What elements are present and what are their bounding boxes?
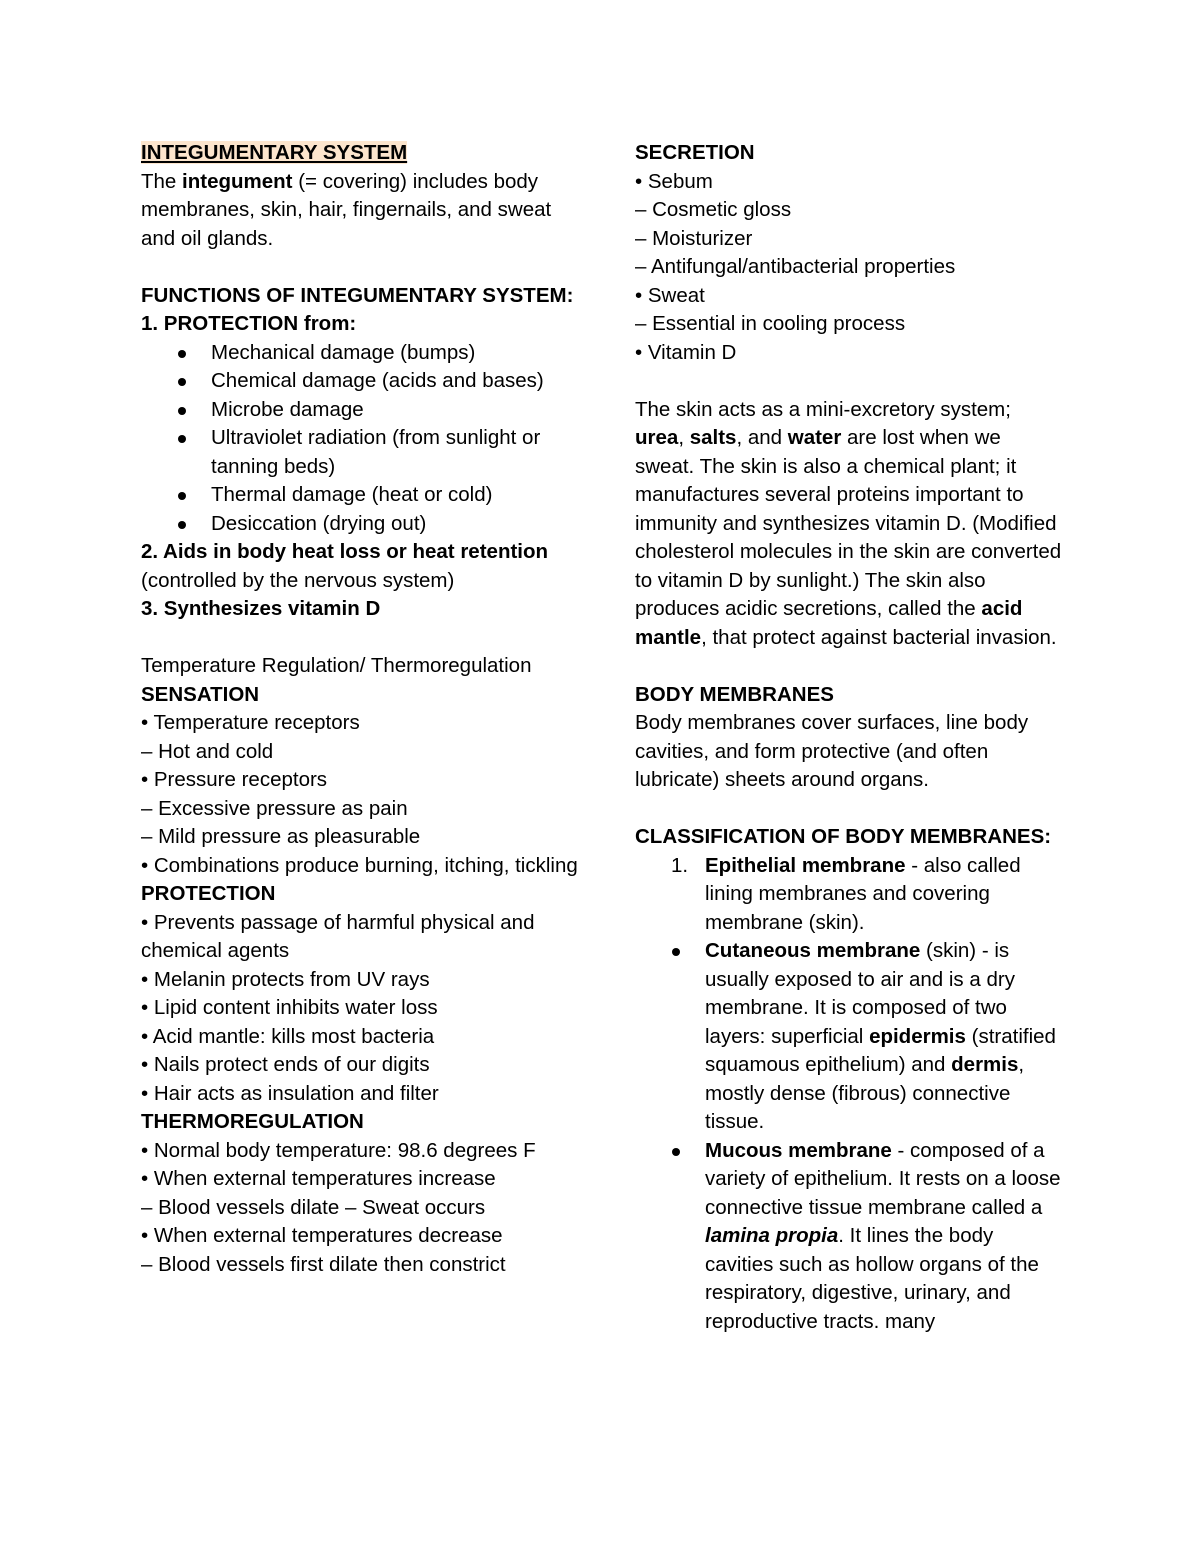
- doc-title: INTEGUMENTARY SYSTEM: [141, 141, 408, 164]
- list-item: Mechanical damage (bumps): [141, 339, 581, 368]
- secretion-heading: SECRETION: [635, 141, 755, 164]
- synthesizes-line: 3. Synthesizes vitamin D: [141, 597, 381, 620]
- intro-paragraph: The integument (= covering) includes body membranes, skin, hair, fingernails, and sweat and oil glands.: [141, 169, 552, 250]
- list-item: • Hair acts as insulation and filter: [141, 1081, 439, 1105]
- list-item: – Hot and cold: [141, 739, 274, 763]
- list-item: Mucous membrane - composed of a variety of epithelium. It rests on a loose connective tissue membrane called a lamina propia. It lines the body cavities such as hollow organs of the respiratory, digestive, urinary, and reproductive tracts. many: [635, 1137, 1065, 1337]
- list-item: – Moisturizer: [635, 226, 753, 250]
- protection-heading: 1. PROTECTION from:: [141, 312, 357, 335]
- list-item: • Melanin protects from UV rays: [141, 967, 430, 991]
- list-item: – Blood vessels dilate – Sweat occurs: [141, 1195, 486, 1219]
- list-item: • When external temperatures increase: [141, 1167, 496, 1190]
- list-item: Thermal damage (heat or cold): [141, 481, 581, 510]
- excretory-paragraph: The skin acts as a mini-excretory system; urea, salts, and water are lost when we sweat. The skin is also a chemical plant; it manufactures several proteins important to immunity and synthesizes vitamin D. (Modified cholesterol molecules in the skin are converted to vitamin D by sunlight.) The skin also produces acidic secretions, called the acid mantle, that protect against bacterial invasion.: [635, 397, 1062, 649]
- list-item: – Mild pressure as pleasurable: [141, 825, 421, 848]
- thermoregulation-heading: THERMOREGULATION: [141, 1110, 364, 1133]
- list-item: • Normal body temperature: 98.6 degrees F: [141, 1138, 536, 1162]
- list-item: – Antifungal/antibacterial properties: [635, 255, 956, 278]
- list-item: Cutaneous membrane (skin) - is usually exposed to air and is a dry membrane. It is composed of two layers: superficial epidermis (stratified squamous epithelium) and dermis, mostly dense (fibrous) connective tissue.: [635, 937, 1065, 1137]
- list-item: 1. Epithelial membrane - also called lining membranes and covering membrane (skin).: [671, 853, 1021, 934]
- left-column: [141, 139, 581, 1279]
- list-item: Chemical damage (acids and bases): [141, 367, 581, 396]
- sensation-heading: SENSATION: [141, 682, 260, 706]
- temperature-regulation-line: Temperature Regulation/ Thermoregulation: [141, 654, 532, 677]
- body-membranes-heading: BODY MEMBRANES: [635, 682, 834, 706]
- list-item: • Lipid content inhibits water loss: [141, 996, 438, 1019]
- membrane-types-list: [635, 937, 1065, 1336]
- classification-heading: CLASSIFICATION OF BODY MEMBRANES:: [635, 825, 1052, 848]
- protection-list: [141, 339, 581, 539]
- classification-numbered-list: [635, 852, 1065, 938]
- list-item: • When external temperatures decrease: [141, 1224, 503, 1247]
- list-item: – Blood vessels first dilate then constrict: [141, 1252, 506, 1276]
- list-item: • Combinations produce burning, itching, tickling: [141, 853, 578, 877]
- list-item: Ultraviolet radiation (from sunlight or tanning beds): [141, 424, 581, 481]
- list-item: – Essential in cooling process: [635, 312, 906, 335]
- list-item: Microbe damage: [141, 396, 581, 425]
- list-item: – Cosmetic gloss: [635, 198, 792, 221]
- list-item: • Prevents passage of harmful physical and chemical agents: [141, 910, 535, 962]
- list-item: • Pressure receptors: [141, 768, 328, 791]
- aids-paragraph: 2. Aids in body heat loss or heat retention (controlled by the nervous system): [141, 540, 549, 592]
- list-item: • Temperature receptors: [141, 711, 360, 734]
- list-item: • Sweat: [635, 283, 705, 307]
- list-item: • Sebum: [635, 169, 713, 193]
- right-column: [635, 139, 1065, 1336]
- body-membranes-paragraph: Body membranes cover surfaces, line body cavities, and form protective (and often lubricate) sheets around organs.: [635, 711, 1029, 791]
- list-item: • Acid mantle: kills most bacteria: [141, 1024, 435, 1048]
- protection-section-heading: PROTECTION: [141, 882, 276, 905]
- list-item: Desiccation (drying out): [141, 510, 581, 539]
- list-item: – Excessive pressure as pain: [141, 796, 408, 820]
- list-item: • Vitamin D: [635, 340, 737, 364]
- list-item: • Nails protect ends of our digits: [141, 1053, 430, 1076]
- functions-heading: FUNCTIONS OF INTEGUMENTARY SYSTEM:: [141, 283, 574, 307]
